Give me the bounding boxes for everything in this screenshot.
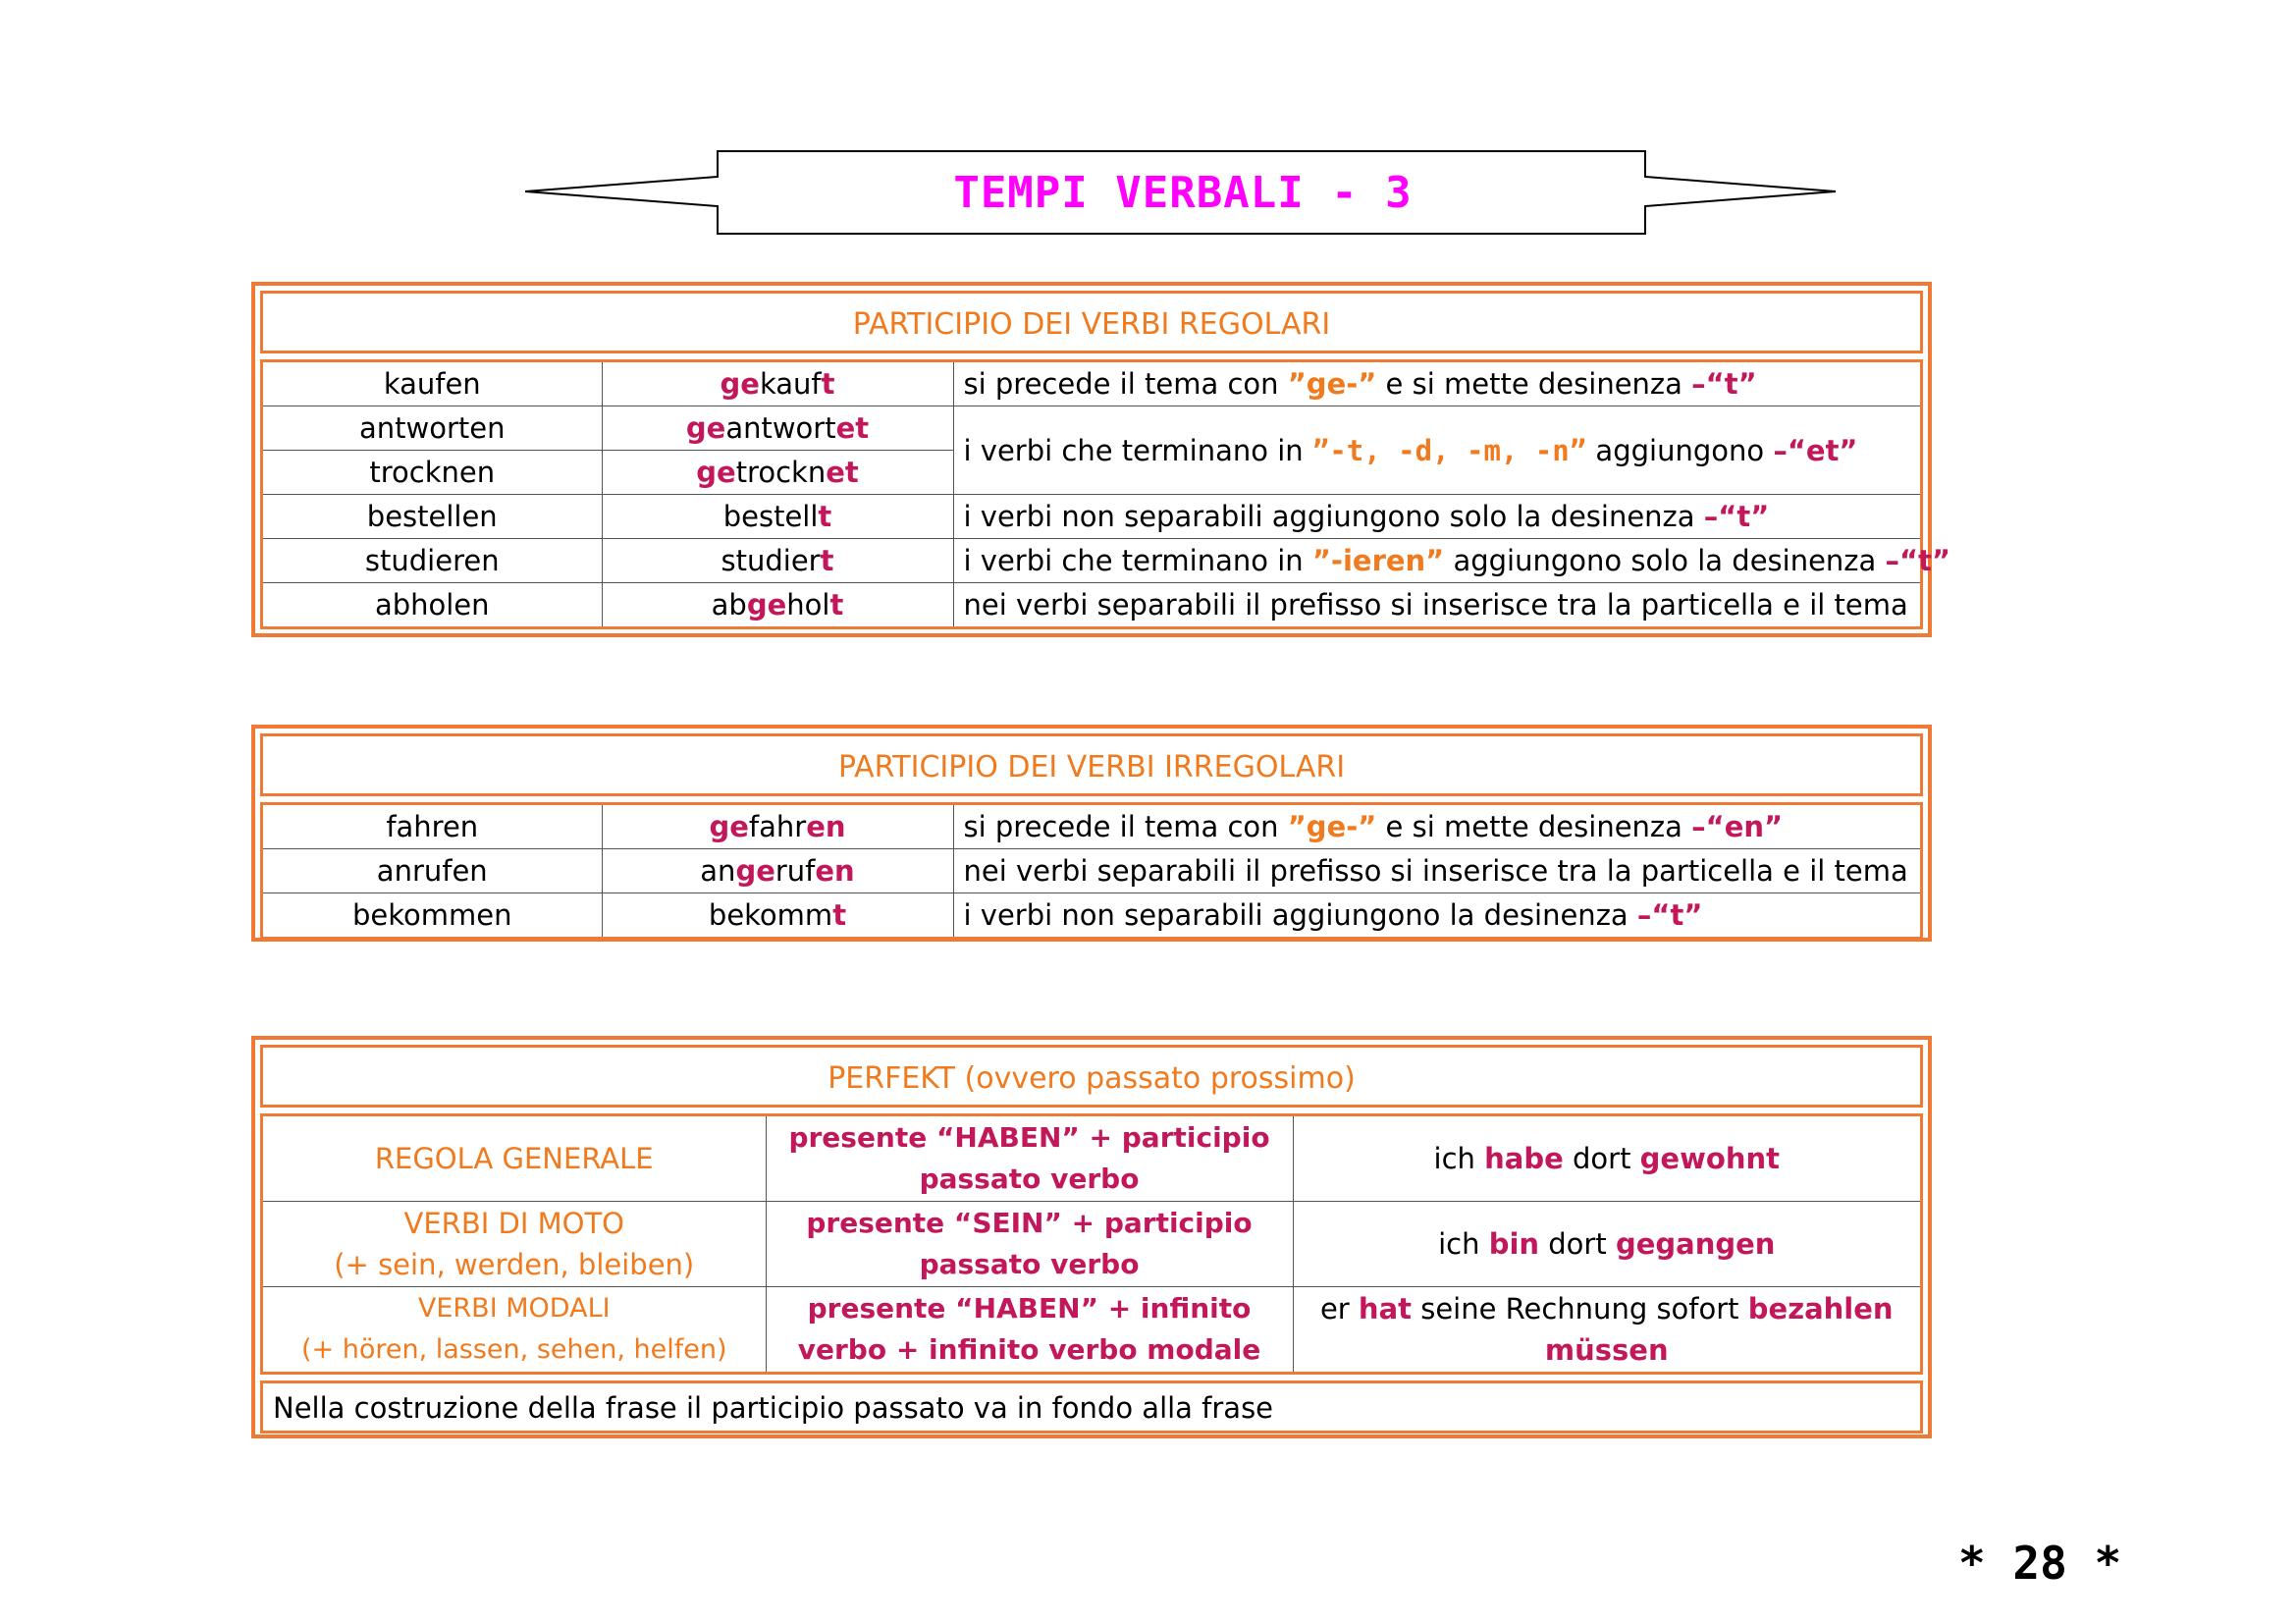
irregular-heading: PARTICIPIO DEI VERBI IRREGOLARI bbox=[260, 733, 1923, 796]
title-banner bbox=[525, 147, 1841, 240]
infinitive-cell: studieren bbox=[263, 539, 602, 583]
infinitive-cell: antworten bbox=[263, 406, 602, 451]
participle-cell: abgeholt bbox=[602, 583, 953, 627]
rule-cell: i verbi che terminano in ”-ieren” aggiungono solo la desinenza –“t” bbox=[953, 539, 1920, 583]
participle-cell: gefahren bbox=[602, 805, 953, 849]
table-row bbox=[263, 1287, 1920, 1373]
regular-heading: PARTICIPIO DEI VERBI REGOLARI bbox=[260, 291, 1923, 353]
participle-cell: getrocknet bbox=[602, 451, 953, 495]
regular-participle-box bbox=[251, 282, 1950, 637]
participle-cell: studiert bbox=[602, 539, 953, 583]
rule-cell: i verbi non separabili aggiungono solo la desinenza –“t” bbox=[953, 495, 1920, 539]
infinitive-cell: kaufen bbox=[263, 362, 602, 406]
infinitive-cell: anrufen bbox=[263, 849, 602, 893]
participle-cell: bestellt bbox=[602, 495, 953, 539]
infinitive-cell: bekommen bbox=[263, 893, 602, 938]
table-row bbox=[263, 805, 1920, 849]
perfekt-heading: PERFEKT (ovvero passato prossimo) bbox=[260, 1045, 1923, 1108]
perfekt-note: Nella costruzione della frase il participio passato va in fondo alla frase bbox=[260, 1380, 1923, 1434]
table-row bbox=[263, 1202, 1920, 1287]
page-number: * 28 * bbox=[1958, 1537, 2122, 1590]
rule-cell: i verbi che terminano in ”-t, -d, -m, -n” aggiungono –“et” bbox=[953, 406, 1920, 495]
table-row bbox=[263, 1116, 1920, 1202]
participle-cell: bekommt bbox=[602, 893, 953, 938]
participle-cell: gekauft bbox=[602, 362, 953, 406]
table-row bbox=[263, 893, 1920, 938]
table-row bbox=[263, 583, 1920, 627]
example-cell: ich bin dort gegangen bbox=[1293, 1202, 1920, 1287]
category-cell: VERBI DI MOTO (+ sein, werden, bleiben) bbox=[263, 1202, 766, 1287]
irregular-participle-box bbox=[251, 725, 1932, 942]
infinitive-cell: fahren bbox=[263, 805, 602, 849]
regular-table bbox=[263, 362, 1950, 626]
infinitive-cell: abholen bbox=[263, 583, 602, 627]
category-cell: REGOLA GENERALE bbox=[263, 1116, 766, 1202]
irregular-table-frame bbox=[260, 802, 1923, 940]
table-row bbox=[263, 495, 1920, 539]
table-row bbox=[263, 406, 1920, 451]
irregular-table bbox=[263, 805, 1920, 937]
perfekt-table bbox=[263, 1116, 1920, 1372]
formation-cell: presente “HABEN” + infinito verbo + infinito verbo modale bbox=[766, 1287, 1293, 1373]
table-row bbox=[263, 539, 1920, 583]
formation-cell: presente “SEIN” + participio passato verbo bbox=[766, 1202, 1293, 1287]
page-title: TEMPI VERBALI - 3 bbox=[953, 168, 1413, 218]
category-cell: VERBI MODALI (+ hören, lassen, sehen, helfen) bbox=[263, 1287, 766, 1373]
perfekt-box bbox=[251, 1036, 1932, 1438]
rule-cell: si precede il tema con ”ge-” e si mette desinenza –“en” bbox=[953, 805, 1920, 849]
rule-cell: nei verbi separabili il prefisso si inserisce tra la particella e il tema bbox=[953, 849, 1920, 893]
formation-cell: presente “HABEN” + participio passato verbo bbox=[766, 1116, 1293, 1202]
perfekt-table-frame bbox=[260, 1113, 1923, 1375]
example-cell: ich habe dort gewohnt bbox=[1293, 1116, 1920, 1202]
rule-cell: i verbi non separabili aggiungono la desinenza –“t” bbox=[953, 893, 1920, 938]
table-row bbox=[263, 849, 1920, 893]
participle-cell: angerufen bbox=[602, 849, 953, 893]
rule-cell: si precede il tema con ”ge-” e si mette desinenza –“t” bbox=[953, 362, 1920, 406]
example-cell: er hat seine Rechnung sofort bezahlen müssen bbox=[1293, 1287, 1920, 1373]
regular-table-frame bbox=[260, 359, 1950, 629]
participle-cell: geantwortet bbox=[602, 406, 953, 451]
table-row bbox=[263, 362, 1920, 406]
rule-cell: nei verbi separabili il prefisso si inserisce tra la particella e il tema bbox=[953, 583, 1920, 627]
infinitive-cell: trocknen bbox=[263, 451, 602, 495]
infinitive-cell: bestellen bbox=[263, 495, 602, 539]
